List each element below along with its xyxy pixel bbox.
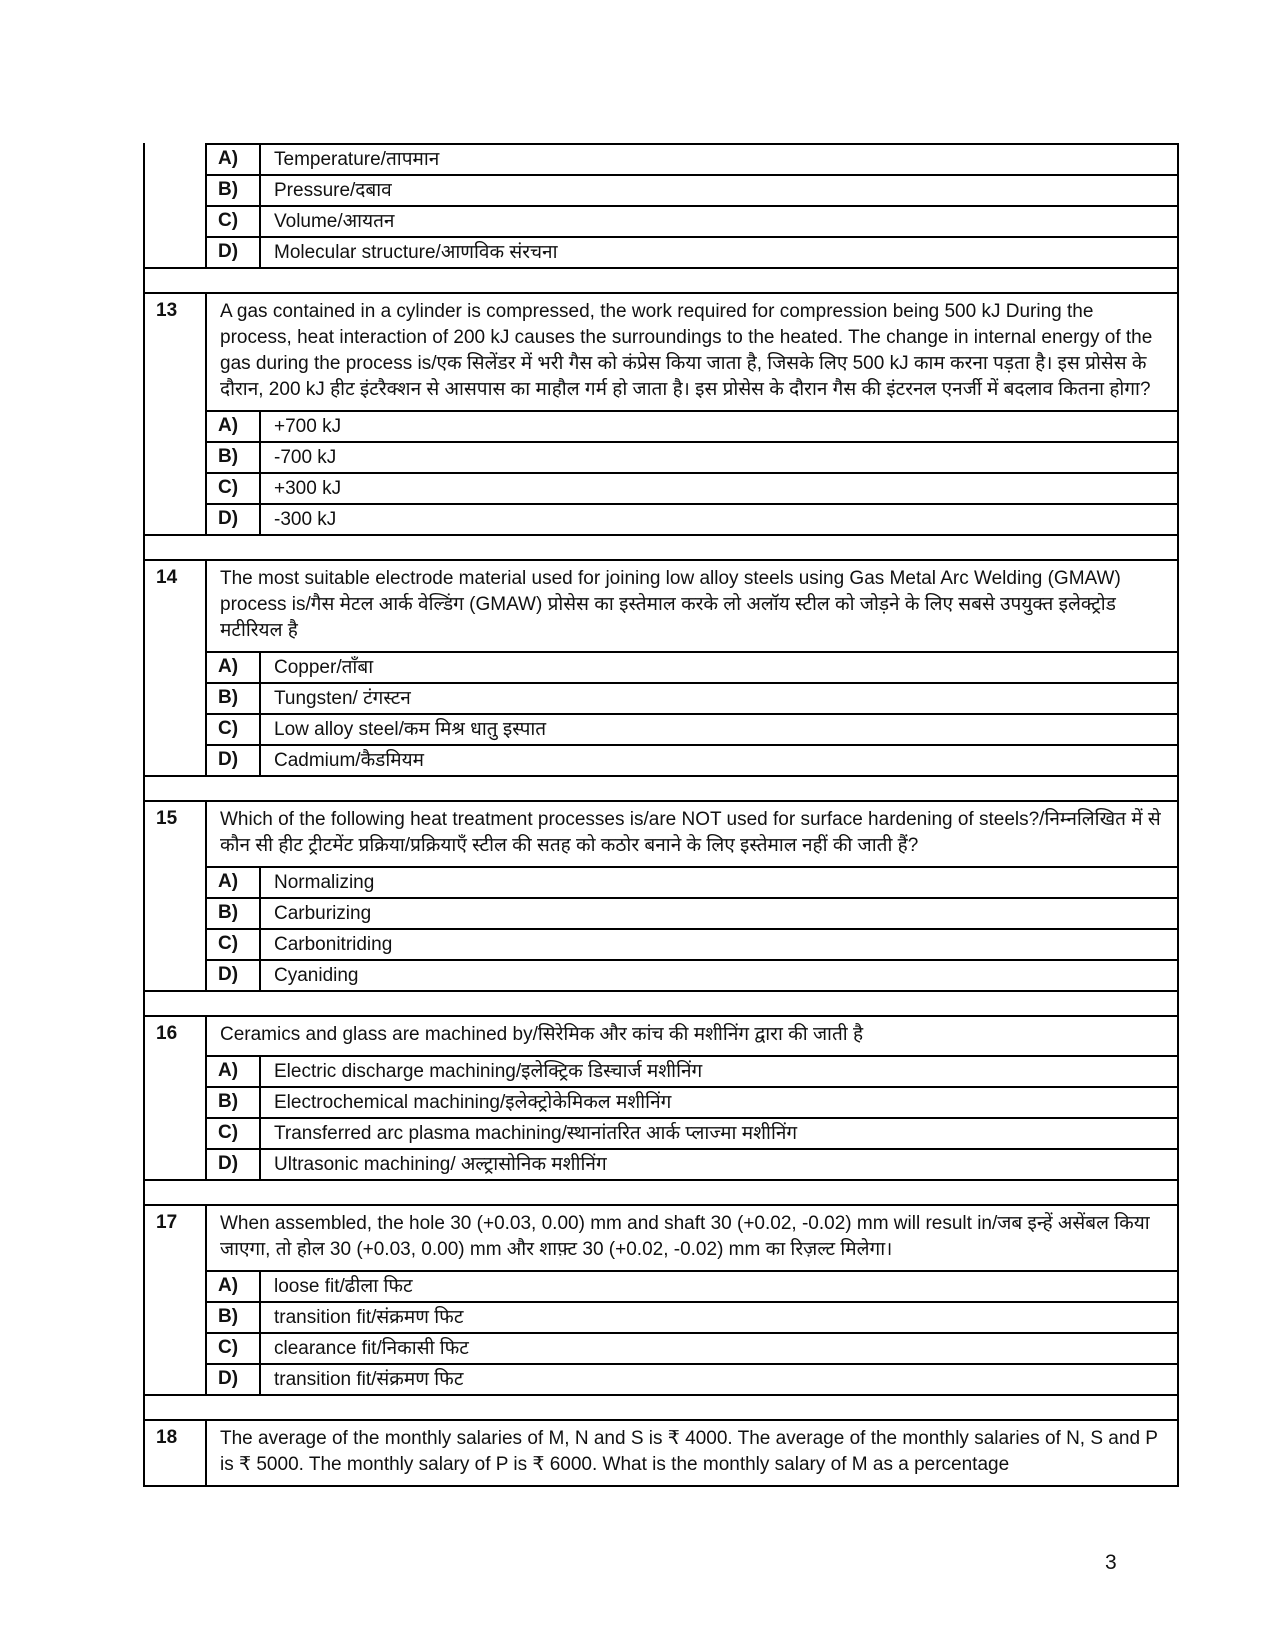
option-letter: C) [207,474,261,503]
option-row [207,928,1177,959]
page-number: 3 [1105,1551,1117,1574]
option-text: Electrochemical machining/इलेक्ट्रोकेमिकल मशीनिंग [274,1092,672,1113]
option-letter: B) [207,443,261,472]
option-letter: A) [207,653,261,682]
option-row [207,174,1177,205]
option-text: loose fit/ढीला फिट [274,1276,413,1297]
option-letter: A) [207,145,261,174]
option-row [207,1270,1177,1301]
option-letter: B) [207,176,261,205]
option-row [207,1148,1177,1179]
option-row [207,1117,1177,1148]
option-row [207,472,1177,503]
option-text: Temperature/तापमान [274,149,440,170]
question-block [143,1419,1179,1487]
question-separator [143,269,1179,292]
question-paper-table [143,143,1179,1487]
question-separator [143,536,1179,559]
option-text: +300 kJ [274,478,342,499]
question-separator [143,992,1179,1015]
option-text: +700 kJ [274,416,342,437]
option-row [207,503,1177,534]
question-content [207,1421,1177,1485]
option-text: Low alloy steel/कम मिश्र धातु इस्पात [274,719,547,740]
option-text: Pressure/दबाव [274,180,392,201]
option-row [207,713,1177,744]
options-list [207,1055,1177,1179]
option-letter: C) [207,930,261,959]
option-row [207,959,1177,990]
option-text: Copper/ताँबा [274,657,374,678]
question-content [207,1206,1177,1394]
question-content [207,294,1177,534]
option-row [207,866,1177,897]
option-letter: B) [207,1303,261,1332]
option-row [207,1363,1177,1394]
option-letter: D) [207,746,261,775]
question-content [207,143,1177,267]
option-row [207,1332,1177,1363]
option-letter: A) [207,1057,261,1086]
option-text: transition fit/संक्रमण फिट [274,1307,464,1328]
option-letter: A) [207,412,261,441]
option-row [207,236,1177,267]
question-number [145,143,207,267]
option-letter: D) [207,238,261,267]
option-row [207,1301,1177,1332]
option-row [207,744,1177,775]
option-text: Ultrasonic machining/ अल्ट्रासोनिक मशीनिंग [274,1154,607,1175]
question-block [143,143,1179,269]
options-list [207,410,1177,534]
question-text: When assembled, the hole 30 (+0.03, 0.00) mm and shaft 30 (+0.02, -0.02) mm will result in/जब इन्हें असेंबल किया जाएगा, तो होल 30 (+0.03, 0.00) mm और शाफ़्ट 30 (+0.02, -0.02) mm का रिज़ल्ट मिलेगा। [220,1213,1150,1260]
question-content [207,561,1177,775]
question-block [143,292,1179,536]
option-text: Carbonitriding [274,934,393,955]
option-text: Molecular structure/आणविक संरचना [274,242,558,263]
option-letter: C) [207,715,261,744]
option-letter: A) [207,868,261,897]
option-row [207,651,1177,682]
option-letter: C) [207,1119,261,1148]
option-row [207,410,1177,441]
option-letter: D) [207,1365,261,1394]
question-separator [143,777,1179,800]
question-number: 13 [145,294,207,534]
option-letter: D) [207,505,261,534]
option-text: clearance fit/निकासी फिट [274,1338,469,1359]
question-text: The most suitable electrode material used for joining low alloy steels using Gas Metal Arc Welding (GMAW) process is/गैस मेटल आर्क वेल्डिंग (GMAW) प्रोसेस का इस्तेमाल करके लो अलॉय स्टील को जोड़ने के लिए सबसे उपयुक्त इलेक्ट्रोड मटीरियल है [220,568,1121,641]
option-letter: C) [207,1334,261,1363]
question-block [143,1204,1179,1396]
option-row [207,441,1177,472]
options-list [207,651,1177,775]
option-text: Cadmium/कैडमियम [274,750,424,771]
option-row [207,143,1177,174]
question-content [207,802,1177,990]
option-text: Electric discharge machining/इलेक्ट्रिक डिस्चार्ज मशीनिंग [274,1061,703,1082]
option-text: -300 kJ [274,509,337,530]
option-letter: D) [207,961,261,990]
options-list [207,866,1177,990]
question-block [143,559,1179,777]
option-letter: B) [207,1088,261,1117]
option-text: Carburizing [274,903,372,924]
option-row [207,682,1177,713]
option-text: -700 kJ [274,447,337,468]
option-row [207,1055,1177,1086]
options-list [207,1270,1177,1394]
question-number: 18 [145,1421,207,1485]
option-letter: B) [207,899,261,928]
option-text: transition fit/संक्रमण फिट [274,1369,464,1390]
option-text: Cyaniding [274,965,359,986]
question-separator [143,1181,1179,1204]
option-letter: A) [207,1272,261,1301]
option-text: Transferred arc plasma machining/स्थानांतरित आर्क प्लाज्मा मशीनिंग [274,1123,798,1144]
question-content [207,1017,1177,1179]
question-block [143,1015,1179,1181]
question-number: 17 [145,1206,207,1394]
question-text: Ceramics and glass are machined by/सिरेमिक और कांच की मशीनिंग द्वारा की जाती है [220,1024,864,1045]
question-text: Which of the following heat treatment processes is/are NOT used for surface hardening of steels?/निम्नलिखित में से कौन सी हीट ट्रीटमेंट प्रक्रिया/प्रक्रियाएँ स्टील की सतह को कठोर बनाने के लिए इस्तेमाल नहीं की जाती हैं? [220,809,1161,856]
question-text: The average of the monthly salaries of M, N and S is ₹ 4000. The average of the monthly salaries of N, S and P is ₹ 5000. The monthly salary of P is ₹ 6000. What is the monthly salary of M as a percentage [220,1428,1158,1475]
option-text: Volume/आयतन [274,211,395,232]
question-number: 14 [145,561,207,775]
options-list [207,143,1177,267]
option-letter: B) [207,684,261,713]
question-separator [143,1396,1179,1419]
option-text: Tungsten/ टंगस्टन [274,688,411,709]
option-letter: C) [207,207,261,236]
question-number: 16 [145,1017,207,1179]
question-number: 15 [145,802,207,990]
option-letter: D) [207,1150,261,1179]
option-row [207,1086,1177,1117]
question-text: A gas contained in a cylinder is compressed, the work required for compression being 500 kJ During the process, heat interaction of 200 kJ causes the surroundings to the heated. The change in internal energy of the gas during the process is/एक सिलेंडर में भरी गैस को कंप्रेस किया जाता है, जिसके लिए 500 kJ काम करना पड़ता है। इस प्रोसेस के दौरान, 200 kJ हीट इंटरैक्शन से आसपास का माहौल गर्म हो जाता है। इस प्रोसेस के दौरान गैस की इंटरनल एनर्जी में बदलाव कितना होगा? [220,301,1153,400]
option-row [207,205,1177,236]
question-block [143,800,1179,992]
option-row [207,897,1177,928]
option-text: Normalizing [274,872,375,893]
